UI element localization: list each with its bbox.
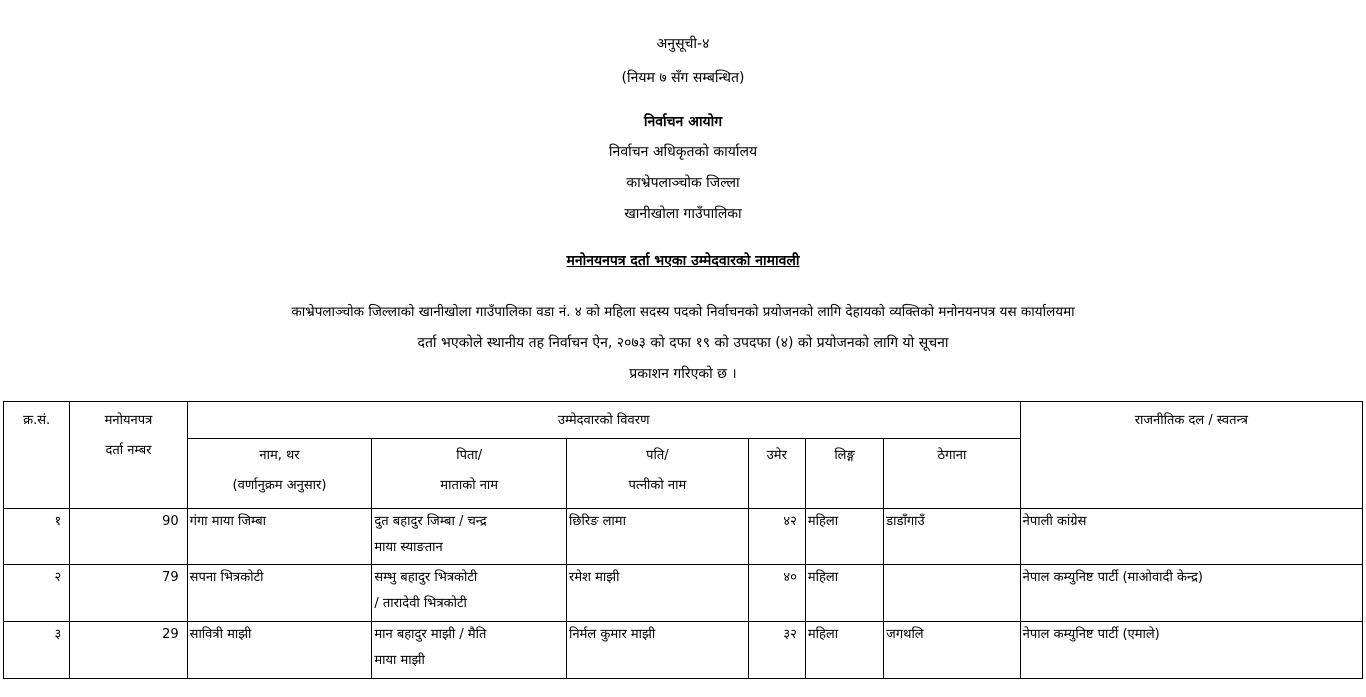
cell-sn: १ <box>4 509 70 565</box>
header-nomination-number <box>70 402 187 509</box>
cell-spouse: निर्मल कुमार माझी <box>567 622 749 679</box>
cell-address <box>884 565 1021 622</box>
cell-parent-line1: सम्भु बहादुर भित्रकोटी <box>374 570 478 585</box>
cell-nomination-number: 29 <box>70 622 187 679</box>
cell-name: गंगा माया जिम्बा <box>187 509 372 565</box>
header-candidate-details: उम्मेदवारको विवरण <box>187 402 1020 439</box>
table-row <box>4 509 1363 565</box>
district-name: काभ्रेपलाञ्चोक जिल्ला <box>626 175 740 191</box>
header-parent-line2: माताको नाम <box>440 478 499 493</box>
cell-spouse: छिरिङ लामा <box>567 509 749 565</box>
header-name-line2: (वर्णानुक्रम अनुसार) <box>232 478 327 493</box>
header-nomination-line1: मनोयनपत्र <box>104 413 153 428</box>
intro-line-1: काभ्रेपलाञ्चोक जिल्लाको खानीखोला गाउँपालिका वडा नं. ४ को महिला सदस्य पदको निर्वाचनको प्रयोजनको लागि देहायको व्यक्तिको मनोनयनपत्र यस कार्यालयमा <box>291 304 1075 320</box>
rule-reference: (नियम ७ सँग सम्बन्धित) <box>621 70 745 86</box>
header-name-line1: नाम, थर <box>259 448 300 463</box>
cell-name: सपना भित्रकोटी <box>187 565 372 622</box>
cell-parent <box>372 622 567 679</box>
cell-parent-line2: माया माझी <box>374 653 425 668</box>
cell-gender: महिला <box>805 509 883 565</box>
header-address: ठेगाना <box>884 439 1021 509</box>
table-row <box>4 565 1363 622</box>
header-sn: क्र.सं. <box>4 402 70 509</box>
cell-parent <box>372 509 567 565</box>
table-header-row-1 <box>4 402 1363 439</box>
schedule-label: अनुसूची-४ <box>656 36 710 52</box>
header-parent <box>372 439 567 509</box>
cell-parent-line2: / तारादेवी भित्रकोटी <box>374 596 467 611</box>
municipality-name: खानीखोला गाउँपालिका <box>624 206 742 222</box>
header-age: उमेर <box>748 439 805 509</box>
table-row <box>4 622 1363 679</box>
header-nomination-line2: दर्ता नम्बर <box>105 443 152 458</box>
intro-line-3: प्रकाशन गरिएको छ । <box>629 366 737 382</box>
cell-age: ४० <box>748 565 805 622</box>
cell-name: सावित्री माझी <box>187 622 372 679</box>
cell-address: डाडाँगाउँ <box>884 509 1021 565</box>
cell-age: ३२ <box>748 622 805 679</box>
cell-parent-line2: माया स्याङतान <box>374 540 443 555</box>
cell-sn: २ <box>4 565 70 622</box>
cell-party: नेपाली कांग्रेस <box>1020 509 1362 565</box>
office-name: निर्वाचन अधिकृतको कार्यालय <box>608 144 758 160</box>
cell-age: ४२ <box>748 509 805 565</box>
header-spouse-line2: पत्नीको नाम <box>628 478 687 493</box>
header-name <box>187 439 372 509</box>
cell-parent-line1: दुत बहादुर जिम्बा / चन्द्र <box>374 514 487 529</box>
cell-gender: महिला <box>805 622 883 679</box>
cell-nomination-number: 90 <box>70 509 187 565</box>
header-spouse-line1: पति/ <box>646 448 669 463</box>
cell-parent <box>372 565 567 622</box>
commission-name: निर्वाचन आयोग <box>643 114 723 130</box>
candidate-table <box>3 401 1363 679</box>
header-gender: लिङ्ग <box>805 439 883 509</box>
cell-address: जगथलि <box>884 622 1021 679</box>
header-parent-line1: पिता/ <box>456 448 483 463</box>
header-party: राजनीतिक दल / स्वतन्त्र <box>1020 402 1362 509</box>
cell-parent-line1: मान बहादुर माझी / मैति <box>374 627 487 642</box>
cell-party: नेपाल कम्युनिष्ट पार्टी (एमाले) <box>1020 622 1362 679</box>
intro-line-2: दर्ता भएकोले स्थानीय तह निर्वाचन ऐन, २०७३ को दफा १९ को उपदफा (४) को प्रयोजनको लागि यो सूचना <box>417 335 949 351</box>
notice-title: मनोनयनपत्र दर्ता भएका उम्मेदवारको नामावली <box>566 253 800 269</box>
cell-nomination-number: 79 <box>70 565 187 622</box>
cell-sn: ३ <box>4 622 70 679</box>
cell-party: नेपाल कम्युनिष्ट पार्टी (माओवादी केन्द्र) <box>1020 565 1362 622</box>
cell-gender: महिला <box>805 565 883 622</box>
header-spouse <box>567 439 749 509</box>
cell-spouse: रमेश माझी <box>567 565 749 622</box>
